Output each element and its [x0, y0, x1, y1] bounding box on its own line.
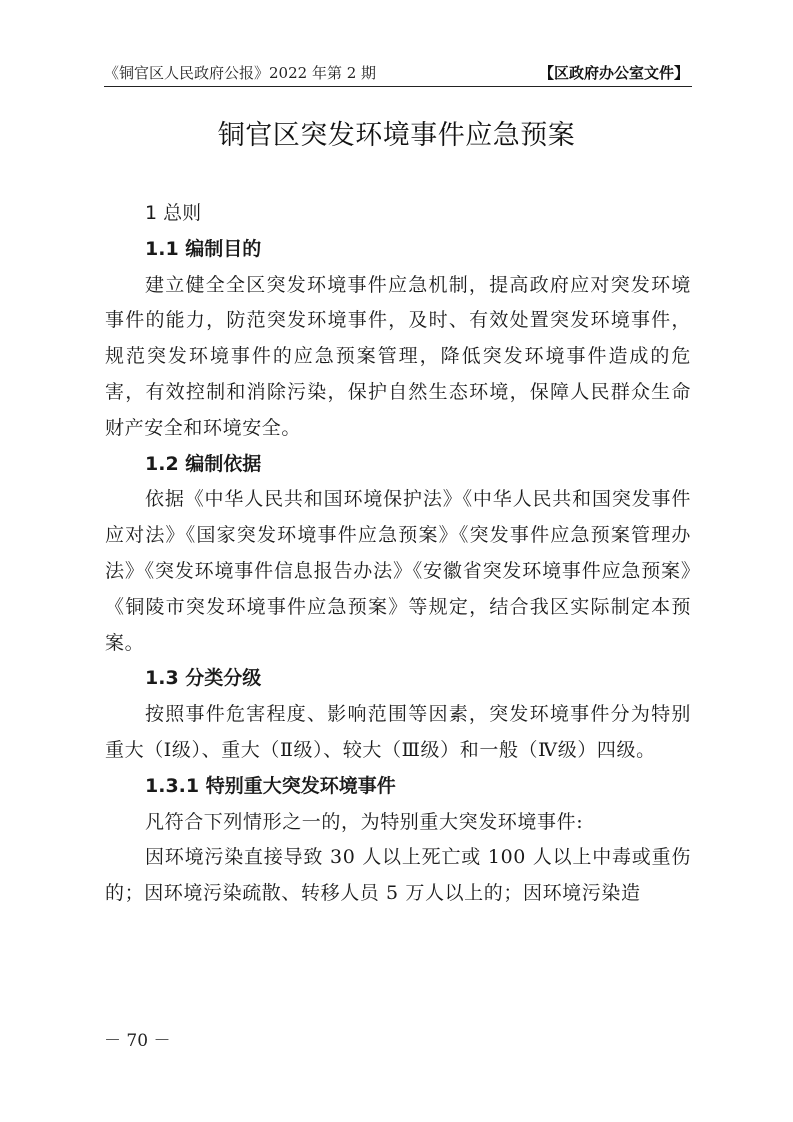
- subsection-heading-extraordinary: 1.3.1 特别重大突发环境事件: [145, 774, 396, 797]
- header-divider: [104, 86, 692, 87]
- section-heading-general: 1 总则: [145, 202, 202, 224]
- subsection-heading-purpose: 1.1 编制目的: [145, 237, 262, 260]
- paragraph-extraordinary-criteria: 因环境污染直接导致 30 人以上死亡或 100 人以上中毒或重伤的；因环境污染疏散、转移人员 5 万人以上的；因环境污染造: [105, 846, 691, 905]
- subsection-heading-basis: 1.2 编制依据: [145, 452, 262, 475]
- header-category: 【区政府办公室文件】: [538, 64, 689, 82]
- paragraph-purpose: 建立健全全区突发环境事件应急机制，提高政府应对突发环境事件的能力，防范突发环境事件，及时、有效处置突发环境事件，规范突发环境事件的应急预案管理，降低突发环境事件造成的危害，有效控制和消除污染，保护自然生态环境，保障人民群众生命财产安全和环境安全。: [105, 273, 691, 439]
- paragraph-classification: 按照事件危害程度、影响范围等因素，突发环境事件分为特别重大（Ⅰ级）、重大（Ⅱ级）、较大（Ⅲ级）和一般（Ⅳ级）四级。: [105, 703, 691, 761]
- document-title: 铜官区突发环境事件应急预案: [217, 120, 576, 151]
- header-publication: 《铜官区人民政府公报》2022 年第 2 期: [104, 64, 377, 82]
- subsection-heading-classification: 1.3 分类分级: [145, 667, 262, 690]
- paragraph-extraordinary-intro: 凡符合下列情形之一的，为特别重大突发环境事件:: [145, 810, 584, 833]
- document-body: [105, 196, 691, 912]
- page-number: － 70 －: [104, 1031, 171, 1051]
- paragraph-basis: 依据《中华人民共和国环境保护法》《中华人民共和国突发事件应对法》《国家突发环境事件应急预案》《突发事件应急预案管理办法》《突发环境事件信息报告办法》《安徽省突发环境事件应急预案》《铜陵市突发环境事件应急预案》等规定，结合我区实际制定本预案。: [105, 488, 691, 654]
